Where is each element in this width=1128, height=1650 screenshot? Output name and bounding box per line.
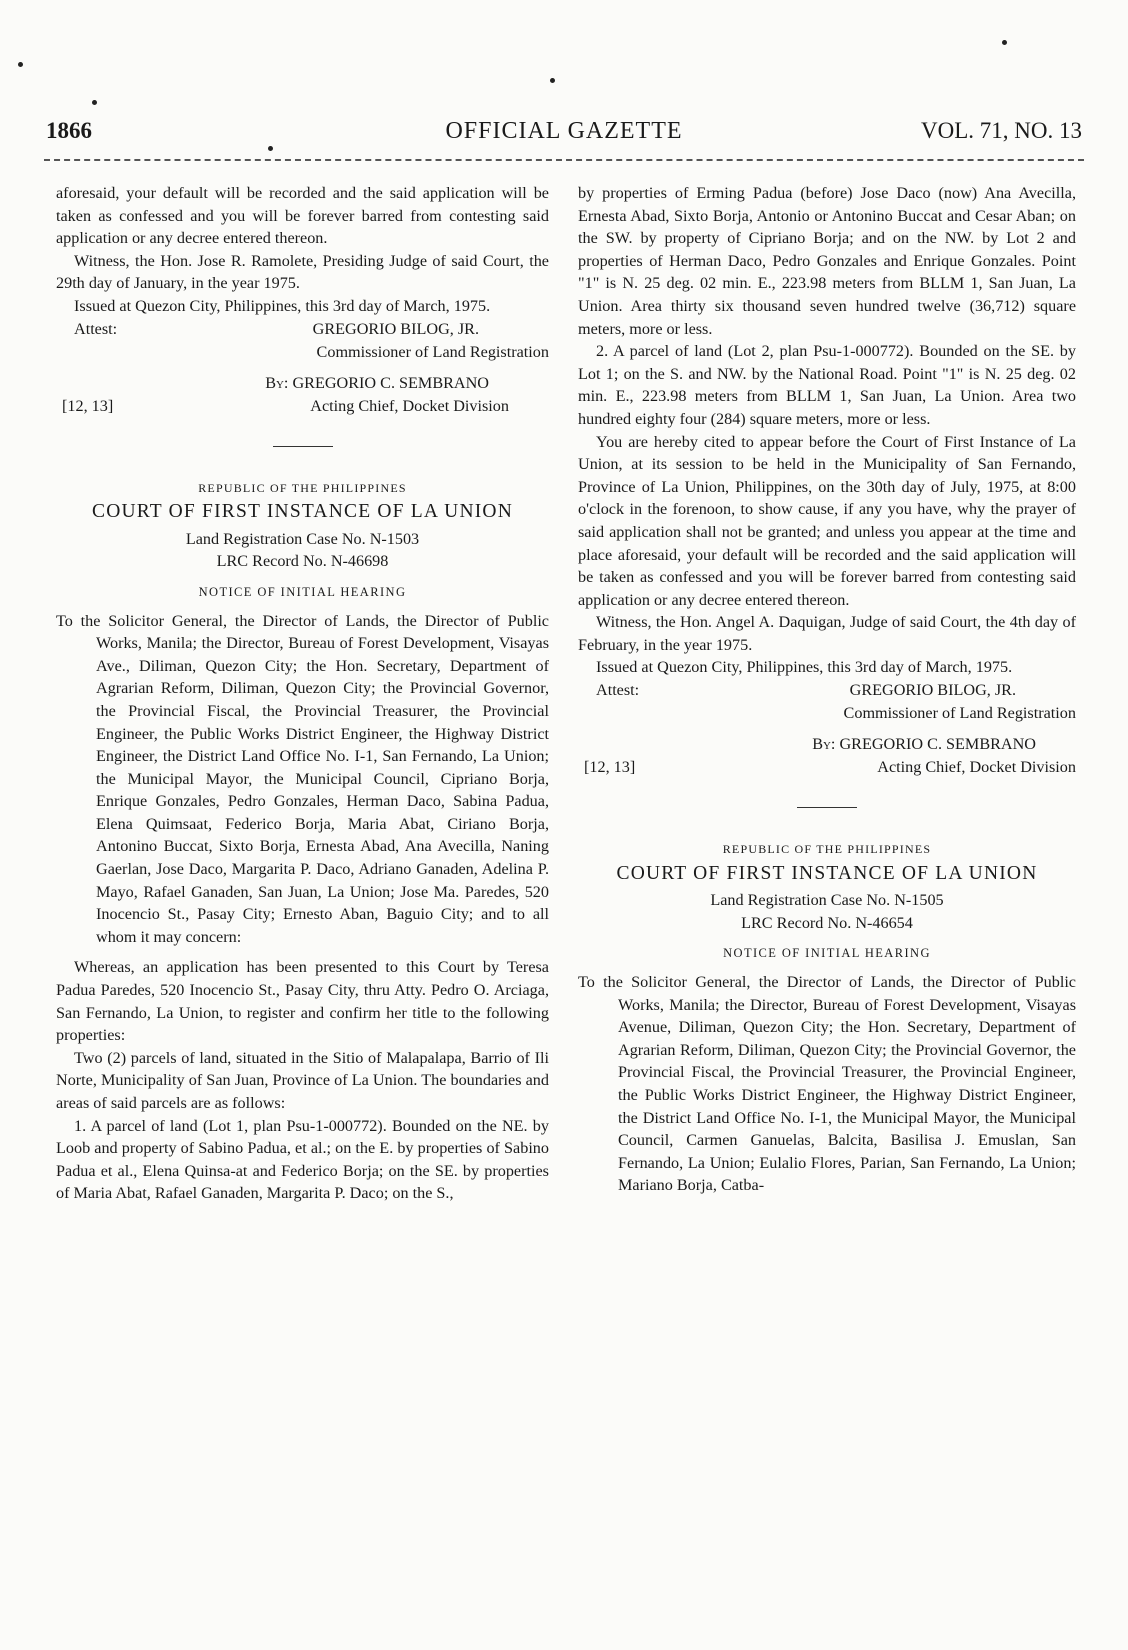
by-signer: By: GREGORIO C. SEMBRANO xyxy=(812,735,1036,754)
citation-paragraph: You are hereby cited to appear before the Court of First Instance of La Union, at its session to be held in the Municipality of San Fernando, Province of La Union, Philippines, on the 30th day of July, 1975, at 8:00 o'clock in the forenoon, to show cause, if any you have, why the prayer of said application shall not be granted; and unless you appear at the time and place aforesaid, your default will be recorded and the said application will be taken as confessed and you will be forever barred from contesting said application or any decree entered thereon. xyxy=(578,432,1076,609)
signer-title: Acting Chief, Docket Division xyxy=(877,758,1076,777)
case-number: Land Registration Case No. N-1503 xyxy=(185,529,420,548)
signer-title-line xyxy=(578,702,1076,725)
issue-ref-line xyxy=(578,756,1076,779)
signer-name: GREGORIO BILOG, JR. xyxy=(312,319,479,338)
notice-title: NOTICE OF INITIAL HEARING xyxy=(723,946,931,961)
issued-paragraph: Issued at Quezon City, Philippines, this 3rd day of March, 1975. xyxy=(74,296,491,315)
scan-speck xyxy=(1002,40,1007,45)
court-heading: COURT OF FIRST INSTANCE OF LA UNION xyxy=(91,501,513,523)
by-line xyxy=(56,372,549,395)
section-divider xyxy=(273,446,333,447)
scan-speck xyxy=(550,78,555,83)
issue-ref-line xyxy=(56,395,549,418)
header-divider xyxy=(44,159,1084,161)
parcel-2-paragraph: 2. A parcel of land (Lot 2, plan Psu-1-000772). Bounded on the SE. by Lot 1; on the S. and NW. by the National Road. Point "1" is N. 25 deg. 02 min. E., 223.98 meters from BLLM 1, San Juan, La Union. Area two hundred eighty four (284) square meters, more or less. xyxy=(578,342,1076,428)
signer-title: Commissioner of Land Registration xyxy=(316,342,549,361)
attest-label: Attest: xyxy=(74,319,118,338)
signer-name: GREGORIO BILOG, JR. xyxy=(849,681,1016,700)
page-number: 1866 xyxy=(46,118,92,143)
left-column xyxy=(56,182,549,1205)
issue-reference: [12, 13] xyxy=(62,396,114,415)
record-number: LRC Record No. N-46698 xyxy=(216,552,389,571)
court-heading: COURT OF FIRST INSTANCE OF LA UNION xyxy=(616,862,1038,884)
addressees-paragraph: To the Solicitor General, the Director of Lands, the Director of Public Works, Manila; the Director, Bureau of Forest Development, Visayas Ave., Diliman, Quezon City; the Hon. Secretary, Department of Agrarian Reform, Diliman, Quezon City; the Provincial Governor, the Provincial Fiscal, the Provincial Treasurer, the Provincial Engineer, the Public Works District Engineer, the Highway District Engineer, the District Land Office No. I-1, San Fernando, La Union; the Municipal Mayor, the Municipal Council, Cipriano Borja, Enrique Gonzales, Pedro Gonzales, Herman Daco, Sabina Padua, Elena Quimsaat, Federico Borja, Maria Abat, Ciriano Borja, Antonino Buccat, Sixto Borja, Ernesta Abad, Ana Avecilla, Naning Gaerlan, Jose Daco, Margarita P. Daco, Adriano Ganaden, Adelina P. Mayo, Rafael Ganaden, San Juan, La Union; Jose Ma. Paredes, 520 Inocencio St., Pasay City; Ernesto Aban, Baguio City; and to all whom it may concern: xyxy=(56,611,549,946)
signer-title-line xyxy=(56,341,549,364)
right-column xyxy=(578,182,1076,1197)
attest-line xyxy=(596,679,1076,702)
notice-title: NOTICE OF INITIAL HEARING xyxy=(198,584,407,599)
record-number: LRC Record No. N-46654 xyxy=(741,913,913,932)
parcel-1-continued: by properties of Erming Padua (before) Jose Daco (now) Ana Avecilla, Ernesta Abad, Sixto Borja, Antonio or Antonino Buccat and Cesar Aban; on the SW. by property of Cipriano Borja; and on the NW. by Lot 2 and properties of Herman Daco, Pedro Gonzales and Enrique Gonzales. Point "1" is N. 25 deg. 02 min. E., 223.98 meters from BLLM 1, San Juan, La Union. Area thirty six thousand seven hundred twelve (36,712) square meters, more or less. xyxy=(578,184,1076,338)
volume-number: VOL. 71, NO. 13 xyxy=(921,118,1082,143)
case-number: Land Registration Case No. N-1505 xyxy=(710,891,944,910)
scan-speck xyxy=(92,100,97,105)
parcels-intro-paragraph: Two (2) parcels of land, situated in the Sitio of Malapalapa, Barrio of Ili Norte, Municipality of San Juan, Province of La Union. The boundaries and areas of said parcels are as follows: xyxy=(56,1048,549,1112)
section-divider xyxy=(797,807,857,808)
whereas-paragraph: Whereas, an application has been presented to this Court by Teresa Padua Paredes, 520 Inocencio St., Pasay City, thru Atty. Pedro O. Arciaga, San Fernando, La Union, to register and confirm her title to the following properties: xyxy=(56,958,549,1045)
scan-speck xyxy=(18,62,23,67)
publication-title: OFFICIAL GAZETTE xyxy=(445,118,683,144)
signer-title: Commissioner of Land Registration xyxy=(843,704,1076,723)
by-signer: By: GREGORIO C. SEMBRANO xyxy=(265,373,489,392)
witness-paragraph: Witness, the Hon. Jose R. Ramolete, Presiding Judge of said Court, the 29th day of January, in the year 1975. xyxy=(56,251,549,293)
paragraph: aforesaid, your default will be recorded and the said application will be taken as confessed and you will be forever barred from contesting said application or any decree entered thereon. xyxy=(56,184,549,248)
by-line xyxy=(578,733,1076,756)
witness-paragraph: Witness, the Hon. Angel A. Daquigan, Judge of said Court, the 4th day of February, in the year 1975. xyxy=(578,613,1076,654)
page-header xyxy=(46,118,1082,152)
issued-paragraph: Issued at Quezon City, Philippines, this 3rd day of March, 1975. xyxy=(596,658,1013,677)
attest-line xyxy=(74,318,549,341)
signer-title: Acting Chief, Docket Division xyxy=(310,396,509,415)
attest-label: Attest: xyxy=(596,681,640,700)
republic-kicker: REPUBLIC OF THE PHILIPPINES xyxy=(722,842,932,857)
republic-kicker: REPUBLIC OF THE PHILIPPINES xyxy=(198,480,407,495)
issue-reference: [12, 13] xyxy=(584,758,636,777)
parcel-1-paragraph: 1. A parcel of land (Lot 1, plan Psu-1-000772). Bounded on the NE. by Loob and property of Sabino Padua, et al.; on the E. by properties of Sabino Padua et al., Elena Quinsa-at and Federico Borja; on the SE. by properties of Maria Abat, Rafael Ganaden, Margarita P. Daco; on the S., xyxy=(56,1116,549,1203)
addressees-paragraph: To the Solicitor General, the Director of Lands, the Director of Public Works, Manila; the Director, Bureau of Forest Development, Visayas Avenue, Diliman, Quezon City; the Hon. Secretary, Department of Agrarian Reform, Diliman, Quezon City; the Provincial Governor, the Provincial Fiscal, the Provincial Treasurer, the Provincial Engineer, the Public Works District Engineer, the Highway District Engineer, the District Land Office No. I-1, the Municipal Mayor, the Municipal Council, Carmen Ganuelas, Balcita, Basilisa J. Emuslan, San Fernando, La Union; Eulalio Flores, Parian, San Fernando, La Union; Mariano Borja, Catba- xyxy=(578,973,1076,1195)
